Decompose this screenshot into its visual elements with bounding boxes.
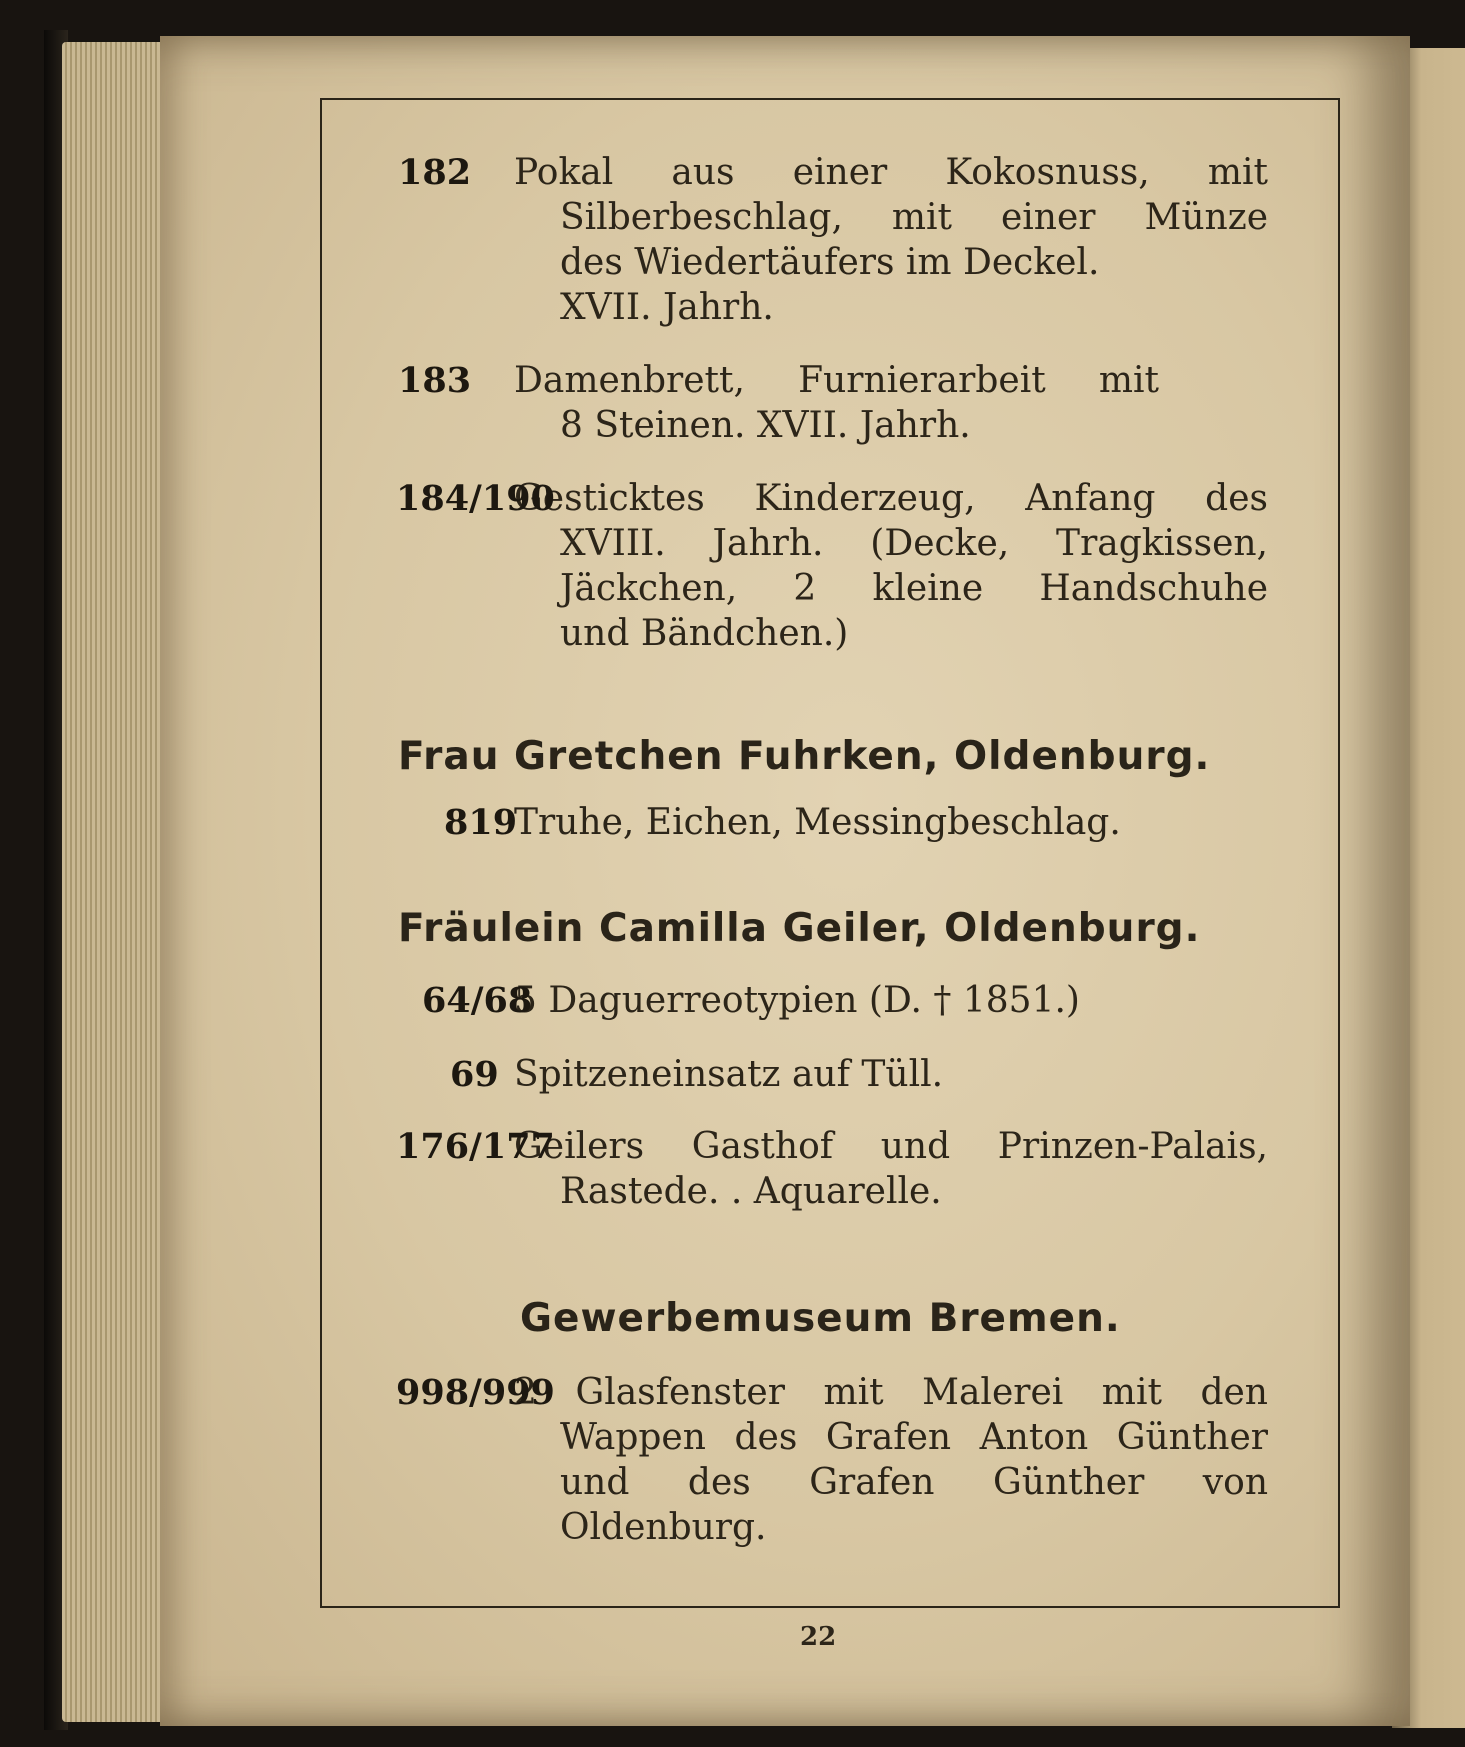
entry-text: [514, 1370, 1268, 1550]
entry-line: XVII. Jahrh.: [560, 287, 774, 328]
catalog-entry: [398, 1370, 1268, 1550]
catalog-entry: [398, 1052, 1268, 1097]
entry-line: Pokal aus einer Kokosnuss, mit: [514, 152, 1268, 193]
entry-line: des Wiedertäufers im Deckel.: [560, 242, 1100, 283]
entry-line: und des Grafen Günther von: [560, 1462, 1268, 1503]
entry-text: [514, 1124, 1268, 1214]
entry-text: [514, 1052, 1268, 1097]
entry-line: 2 Glasfenster mit Malerei mit den: [514, 1372, 1268, 1413]
entry-line: Jäckchen, 2 kleine Handschuhe: [560, 568, 1268, 609]
page-number: 22: [800, 1622, 837, 1652]
entry-text: [514, 476, 1268, 656]
entry-line: Damenbrett, Furnierarbeit mit: [514, 360, 1159, 401]
entry-number: 176/177: [396, 1126, 555, 1167]
entry-line: Geilers Gasthof und Prinzen-Palais,: [514, 1126, 1268, 1167]
catalog-entry: [398, 978, 1268, 1023]
catalog-entry: [398, 150, 1268, 330]
entry-line: Rastede. . Aquarelle.: [560, 1171, 942, 1212]
catalog-entry: [398, 358, 1268, 448]
entry-line: Truhe, Eichen, Messingbeschlag.: [514, 802, 1121, 843]
entry-number: 819: [444, 802, 518, 843]
section-heading: Gewerbemuseum Bremen.: [520, 1296, 1121, 1341]
entry-text: [514, 978, 1268, 1023]
entry-number: 998/999: [396, 1372, 555, 1413]
catalog-entry: [398, 476, 1268, 656]
entry-number: 184/190: [396, 478, 555, 519]
entry-line: Silberbeschlag, mit einer Münze: [560, 197, 1268, 238]
entry-number: 183: [398, 360, 472, 401]
section-heading: Fräulein Camilla Geiler, Oldenburg.: [398, 906, 1201, 951]
entry-number: 69: [450, 1054, 499, 1095]
entry-line: Spitzeneinsatz auf Tüll.: [514, 1054, 944, 1095]
catalog-entry: [398, 1124, 1268, 1214]
entry-text: [514, 800, 1268, 845]
entry-text: [514, 150, 1268, 330]
entry-line: 5 Daguerreotypien (D. † 1851.): [514, 980, 1080, 1021]
entry-line: und Bändchen.): [560, 613, 849, 654]
entry-number: 182: [398, 152, 472, 193]
entry-line: XVIII. Jahrh. (Decke, Tragkissen,: [560, 523, 1268, 564]
entry-number: 64/68: [422, 980, 533, 1021]
section-heading: Frau Gretchen Fuhrken, Oldenburg.: [398, 734, 1211, 779]
entry-line: Oldenburg.: [560, 1507, 767, 1548]
entry-line: 8 Steinen. XVII. Jahrh.: [560, 405, 971, 446]
entry-text: [514, 358, 1268, 448]
entry-line: Wappen des Grafen Anton Günther: [560, 1417, 1268, 1458]
catalog-entry: [398, 800, 1268, 845]
entry-line: Gesticktes Kinderzeug, Anfang des: [514, 478, 1268, 519]
